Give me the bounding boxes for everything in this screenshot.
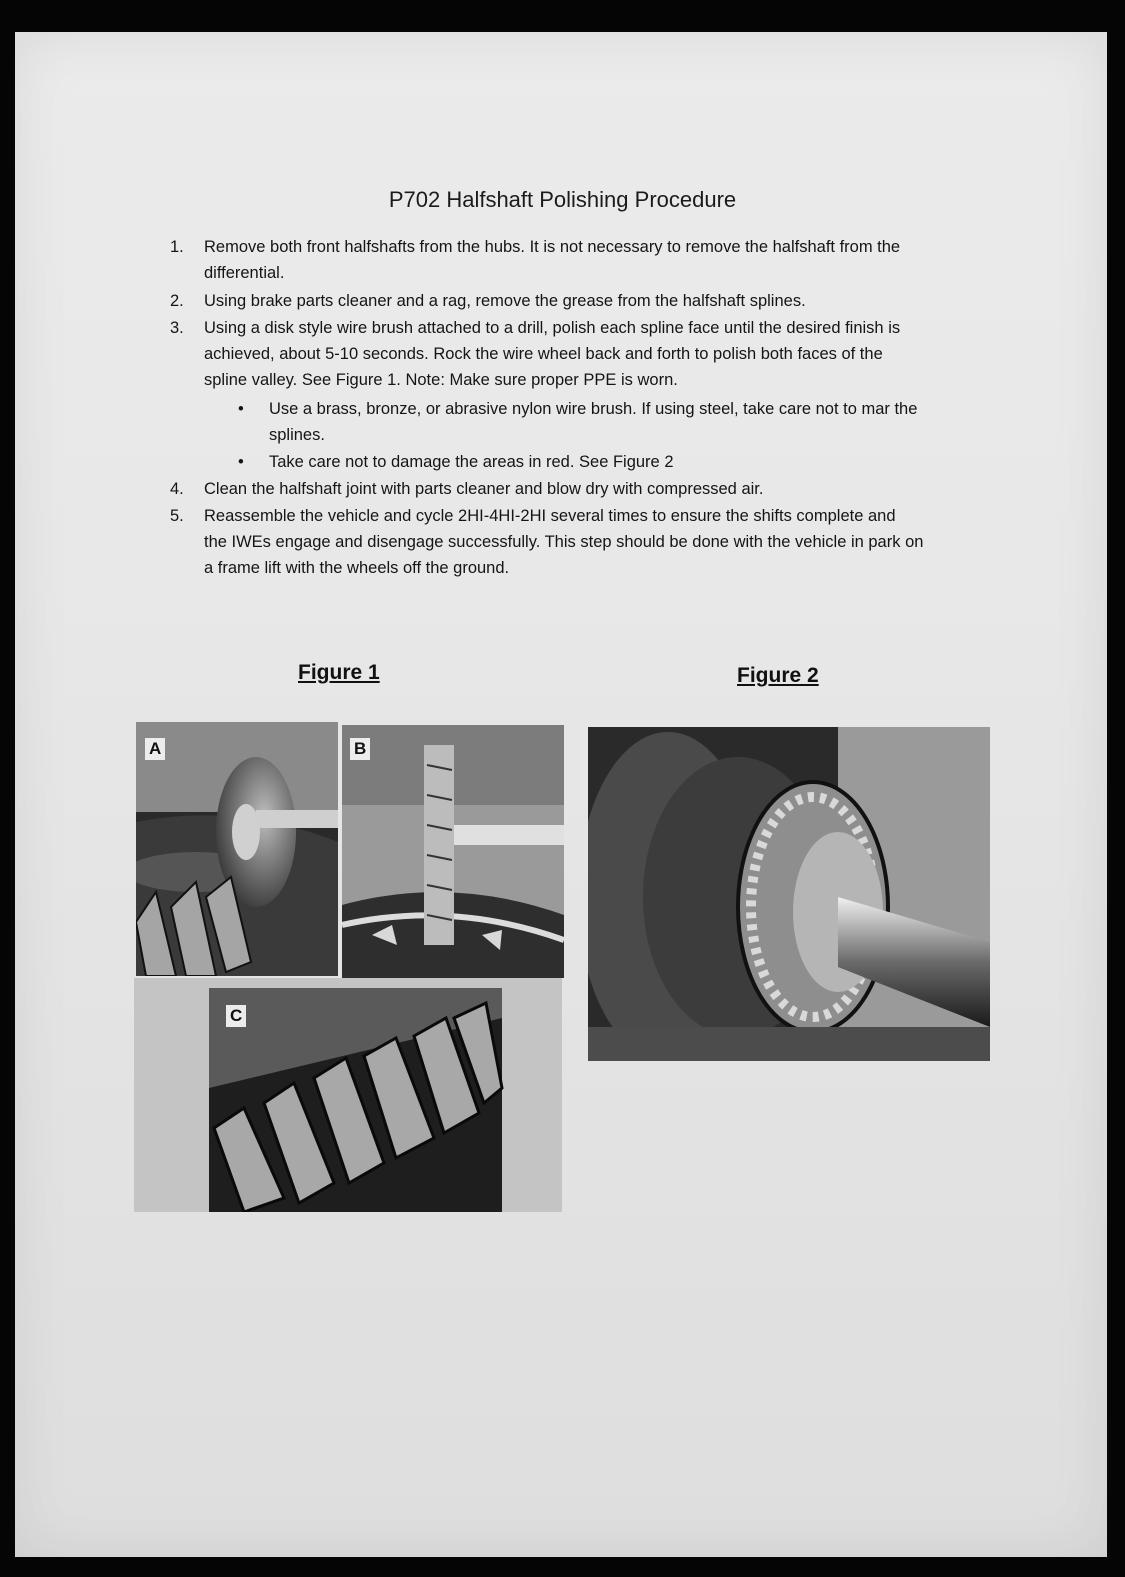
step-number: 4. — [170, 480, 184, 498]
figure-2-halfshaft-photo — [588, 727, 990, 1061]
step-line: the IWEs engage and disengage successfully. This step should be done with the vehicle in park on — [204, 533, 924, 551]
step-line: Using brake parts cleaner and a rag, remove the grease from the halfshaft splines. — [204, 292, 806, 310]
figure-1-caption: Figure 1 — [298, 661, 380, 684]
step-number: 2. — [170, 292, 184, 310]
bullet-symbol: • — [238, 453, 244, 471]
step-line: Reassemble the vehicle and cycle 2HI-4HI-2HI several times to ensure the shifts complete and — [204, 507, 896, 525]
bullet-line: splines. — [269, 426, 325, 444]
photo-c-spline-teeth — [134, 978, 562, 1212]
step-line: Remove both front halfshafts from the hubs. It is not necessary to remove the halfshaft from the — [204, 238, 901, 256]
photo-label-c: C — [226, 1005, 246, 1027]
step-line: achieved, about 5-10 seconds. Rock the wire wheel back and forth to polish both faces of the — [204, 345, 883, 363]
step-line: differential. — [204, 264, 285, 282]
step-line: Using a disk style wire brush attached to a drill, polish each spline face until the desired finish is — [204, 319, 901, 337]
step-number: 3. — [170, 319, 184, 337]
step-line: a frame lift with the wheels off the ground. — [204, 559, 510, 577]
bullet-line: Take care not to damage the areas in red. See Figure 2 — [269, 453, 674, 471]
photo-b-wire-brush — [342, 725, 564, 978]
step-line: spline valley. See Figure 1. Note: Make sure proper PPE is worn. — [204, 371, 678, 389]
figure-2-caption: Figure 2 — [737, 664, 819, 687]
step-line: Clean the halfshaft joint with parts cleaner and blow dry with compressed air. — [204, 480, 764, 498]
bullet-symbol: • — [238, 400, 244, 418]
bullet-line: Use a brass, bronze, or abrasive nylon wire brush. If using steel, take care not to mar the — [269, 400, 918, 418]
photo-label-b: B — [350, 738, 370, 760]
step-number: 5. — [170, 507, 184, 525]
photo-label-a: A — [145, 738, 165, 760]
step-number: 1. — [170, 238, 184, 256]
photo-a-wire-wheel — [136, 722, 338, 976]
document-title: P702 Halfshaft Polishing Procedure — [388, 187, 737, 212]
